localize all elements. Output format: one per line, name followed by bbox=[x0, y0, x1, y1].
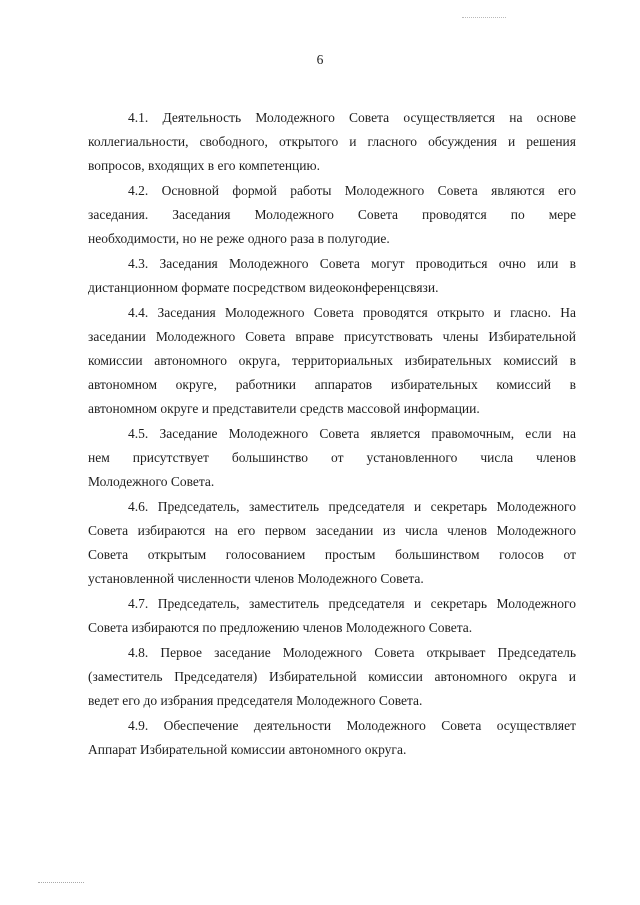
paragraph-line: 4.2. Основной формой работы Молодежного Совета являются его bbox=[128, 183, 576, 198]
page-number: 6 bbox=[316, 52, 324, 67]
paragraph-line: Совета избираются по предложению членов Молодежного Совета. bbox=[88, 620, 473, 635]
paragraph-line: необходимости, но не реже одного раза в полугодие. bbox=[88, 231, 390, 246]
paragraph-line: 4.5. Заседание Молодежного Совета является правомочным, если на bbox=[128, 426, 576, 441]
paragraph-line: ведет его до избрания председателя Молодежного Совета. bbox=[88, 693, 423, 708]
paragraph-line: комиссии автономного округа, территориальных избирательных комиссий в bbox=[88, 353, 576, 368]
paragraph-line: 4.8. Первое заседание Молодежного Совета открывает Председатель bbox=[128, 645, 576, 660]
paragraph-line: 4.6. Председатель, заместитель председателя и секретарь Молодежного bbox=[128, 499, 576, 514]
paragraph-line: вопросов, входящих в его компетенцию. bbox=[88, 158, 320, 173]
paragraph-line: автономном округе, работники аппаратов избирательных комиссий в bbox=[88, 377, 576, 392]
paragraph-line: 4.9. Обеспечение деятельности Молодежного Совета осуществляет bbox=[128, 718, 576, 733]
scan-mark-top bbox=[462, 17, 506, 18]
paragraph-line: 4.7. Председатель, заместитель председателя и секретарь Молодежного bbox=[128, 596, 576, 611]
scan-mark-bottom bbox=[38, 882, 84, 883]
paragraph-line: нем присутствует большинство от установленного числа членов bbox=[88, 450, 576, 465]
paragraph-line: Молодежного Совета. bbox=[88, 474, 215, 489]
paragraph-line: Совета избираются на его первом заседании из числа членов Молодежного bbox=[88, 523, 576, 538]
paragraph-line: дистанционном формате посредством видеоконференцсвязи. bbox=[88, 280, 439, 295]
paragraph-line: 4.1. Деятельность Молодежного Совета осуществляется на основе bbox=[128, 110, 576, 125]
paragraph-line: 4.4. Заседания Молодежного Совета проводятся открыто и гласно. На bbox=[128, 305, 576, 320]
paragraph-line: заседании Молодежного Совета вправе присутствовать члены Избирательной bbox=[88, 329, 576, 344]
paragraph-line: заседания. Заседания Молодежного Совета проводятся по мере bbox=[88, 207, 576, 222]
paragraph-line: коллегиальности, свободного, открытого и гласного обсуждения и решения bbox=[88, 134, 576, 149]
paragraph-line: Аппарат Избирательной комиссии автономного округа. bbox=[88, 742, 407, 757]
paragraph-line: установленной численности членов Молодежного Совета. bbox=[88, 571, 424, 586]
paragraph-line: автономном округе и представители средств массовой информации. bbox=[88, 401, 480, 416]
paragraph-line: (заместитель Председателя) Избирательной комиссии автономного округа и bbox=[88, 669, 576, 684]
paragraph-line: 4.3. Заседания Молодежного Совета могут проводиться очно или в bbox=[128, 256, 576, 271]
paragraph-line: Совета открытым голосованием простым большинством голосов от bbox=[88, 547, 576, 562]
